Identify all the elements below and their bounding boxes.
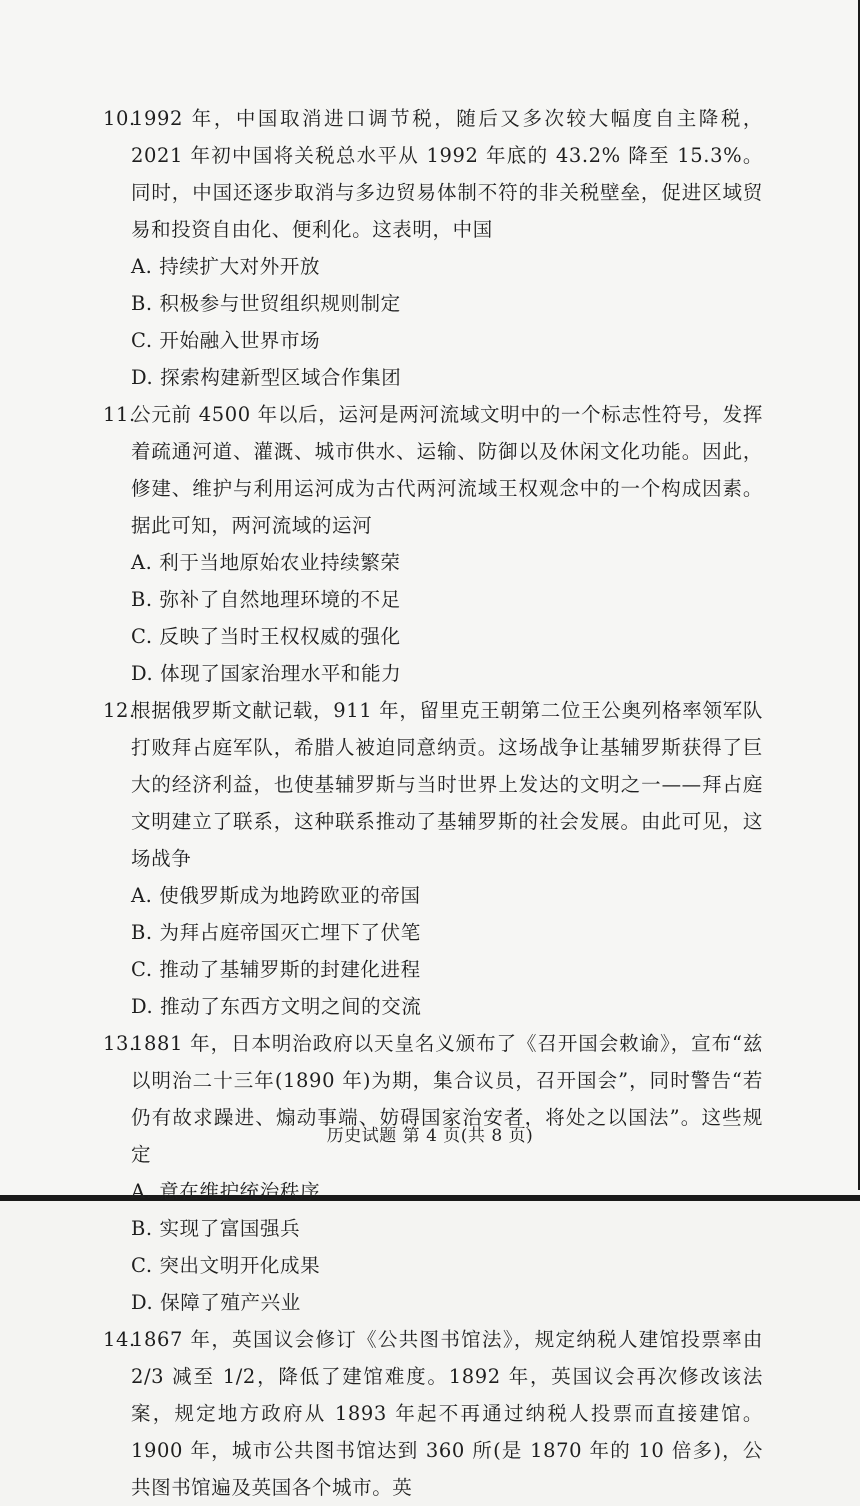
option-d: D. 保障了殖产兴业 (131, 1291, 301, 1314)
question-11 (103, 396, 763, 692)
question-stem (103, 1321, 763, 1506)
options (103, 877, 763, 1025)
question-number: 14. (103, 1328, 136, 1351)
question-stem (103, 1025, 763, 1173)
options (103, 544, 763, 692)
question-number: 13. (103, 1032, 136, 1055)
question-text: 1881 年，日本明治政府以天皇名义颁布了《召开国会敕谕》，宣布“兹以明治二十三年(1890 年)为期，集合议员，召开国会”，同时警告“若仍有故求躁进、煽动事端、妨碍国家治安者，将处之以国法”。这些规定 (131, 1032, 763, 1166)
option-a: A. 利于当地原始农业持续繁荣 (131, 551, 401, 574)
question-text: 1992 年，中国取消进口调节税，随后又多次较大幅度自主降税，2021 年初中国将关税总水平从 1992 年底的 43.2% 降至 15.3%。同时，中国还逐步取消与多边贸易体制不符的非关税壁垒，促进区域贸易和投资自由化、便利化。这表明，中国 (131, 107, 763, 241)
options (103, 1173, 763, 1321)
question-number: 12. (103, 699, 136, 722)
question-text: 公元前 4500 年以后，运河是两河流域文明中的一个标志性符号，发挥着疏通河道、灌溉、城市供水、运输、防御以及休闲文化功能。因此，修建、维护与利用运河成为古代两河流域王权观念中的一个构成因素。据此可知，两河流域的运河 (131, 403, 763, 537)
option-d: D. 体现了国家治理水平和能力 (131, 662, 402, 685)
option-c: C. 开始融入世界市场 (131, 329, 321, 352)
option-b: B. 弥补了自然地理环境的不足 (131, 588, 401, 611)
question-stem (103, 396, 763, 544)
option-d: D. 探索构建新型区域合作集团 (131, 366, 402, 389)
option-b: B. 积极参与世贸组织规则制定 (131, 292, 401, 315)
question-12 (103, 692, 763, 1025)
question-text: 1867 年，英国议会修订《公共图书馆法》，规定纳税人建馆投票率由 2/3 减至 1/2，降低了建馆难度。1892 年，英国议会再次修改该法案，规定地方政府从 1893 年起不再通过纳税人投票而直接建馆。1900 年，城市公共图书馆达到 360 所(是 1870 年的 10 倍多)，公共图书馆遍及英国各个城市。英 (131, 1328, 763, 1499)
option-b: B. 实现了富国强兵 (131, 1217, 301, 1240)
option-c: C. 推动了基辅罗斯的封建化进程 (131, 958, 421, 981)
option-a: A. 使俄罗斯成为地跨欧亚的帝国 (131, 884, 421, 907)
question-stem (103, 100, 763, 248)
question-10 (103, 100, 763, 396)
question-text: 根据俄罗斯文献记载，911 年，留里克王朝第二位王公奥列格率领军队打败拜占庭军队，希腊人被迫同意纳贡。这场战争让基辅罗斯获得了巨大的经济利益，也使基辅罗斯与当时世界上发达的文明之一——拜占庭文明建立了联系，这种联系推动了基辅罗斯的社会发展。由此可见，这场战争 (131, 699, 763, 870)
question-list (103, 100, 763, 1506)
page-footer: 历史试题 第 4 页(共 8 页) (326, 1126, 534, 1146)
option-a: A. 持续扩大对外开放 (131, 255, 321, 278)
options (103, 248, 763, 396)
question-13 (103, 1025, 763, 1321)
option-c: C. 突出文明开化成果 (131, 1254, 321, 1277)
option-b: B. 为拜占庭帝国灭亡埋下了伏笔 (131, 921, 421, 944)
question-number: 10. (103, 107, 136, 130)
option-a: A. 意在维护统治秩序 (131, 1180, 321, 1203)
question-stem (103, 692, 763, 877)
option-d: D. 推动了东西方文明之间的交流 (131, 995, 422, 1018)
question-number: 11. (103, 403, 136, 426)
question-14 (103, 1321, 763, 1506)
option-c: C. 反映了当时王权权威的强化 (131, 625, 401, 648)
